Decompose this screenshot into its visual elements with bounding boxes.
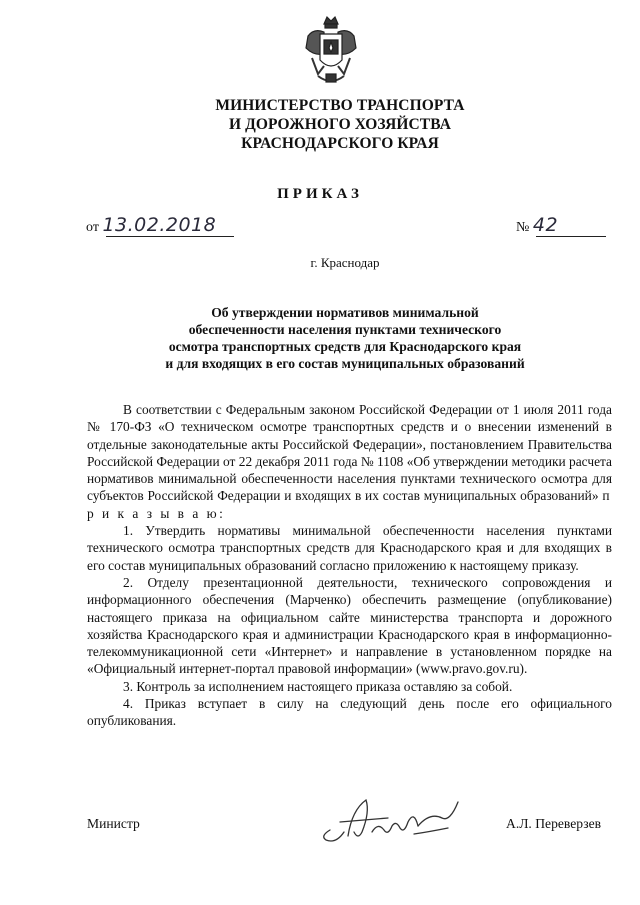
ministry-line: И ДОРОЖНОГО ХОЗЯЙСТВА — [228, 116, 452, 133]
date-underline — [106, 236, 234, 237]
signer-position: Министр — [87, 816, 140, 831]
number-field — [516, 214, 558, 236]
date-value: 13.02.2018 — [102, 214, 217, 236]
item-paragraph: 4. Приказ вступает в силу на следующий день после его официального опубликования. — [87, 696, 612, 729]
item-paragraph: 2. Отделу презентационной деятельности, технического сопровождения и информационного обеспечения (Марченко) обеспечить размещение (опубликование) настоящего приказа на официальном сайте министерства транспорта и дорожного хозяйства Краснодарского края и администрации Краснодарского края в информационно-телекоммуникационной сети «Интернет» и направление в установленном порядке на «Официальный интернет-портал правовой информации» (www.pravo.gov.ru). — [87, 574, 612, 677]
ministry-line: КРАСНОДАРСКОГО КРАЯ — [241, 135, 439, 152]
ministry-line: МИНИСТЕРСТВО ТРАНСПОРТА — [215, 97, 465, 114]
item-paragraph: 3. Контроль за исполнением настоящего приказа оставляю за собой. — [123, 678, 513, 694]
title-line: осмотра транспортных средств для Краснодарского края — [168, 339, 522, 354]
order-word: п р и к а з ы в а ю: — [87, 488, 612, 521]
document-body — [87, 401, 612, 730]
title-line: Об утверждении нормативов минимальной — [211, 305, 479, 320]
ministry-name — [0, 96, 640, 153]
number-value: 42 — [532, 214, 559, 236]
handwritten-signature — [318, 792, 466, 844]
signer-name: А.Л. Переверзев — [506, 816, 602, 831]
item-paragraph: 1. Утвердить нормативы минимальной обеспеченности населения пунктами технического осмотра транспортных средств для Краснодарского края и для входящих в его состав муниципальных образований согласно приложению к настоящему приказу. — [87, 523, 612, 573]
date-prefix: от — [86, 220, 99, 235]
document-type: ПРИКАЗ — [277, 186, 363, 202]
date-field — [86, 214, 216, 236]
number-prefix: № — [516, 220, 530, 235]
title-line: обеспеченности населения пунктами технического — [188, 322, 502, 337]
number-underline — [536, 236, 606, 237]
city: г. Краснодар — [310, 255, 380, 270]
document-title — [0, 304, 640, 372]
intro-text: В соответствии с Федеральным законом Российской Федерации от 1 июля 2011 года № 170-ФЗ «О техническом осмотре транспортных средств и о внесении изменений в отдельные законодательные акты Российской Федерации», постановлением Правительства Российской Федерации от 22 декабря 2011 года № 1108 «Об утверждении методики расчета нормативов минимальной обеспеченности населения пунктами технического осмотра для субъектов Российской Федерации и входящих в их состав муниципальных образований» — [87, 402, 612, 504]
intro-paragraph — [87, 401, 612, 522]
coat-of-arms-icon — [300, 14, 362, 90]
title-line: и для входящих в его состав муниципальных образований — [165, 356, 525, 371]
